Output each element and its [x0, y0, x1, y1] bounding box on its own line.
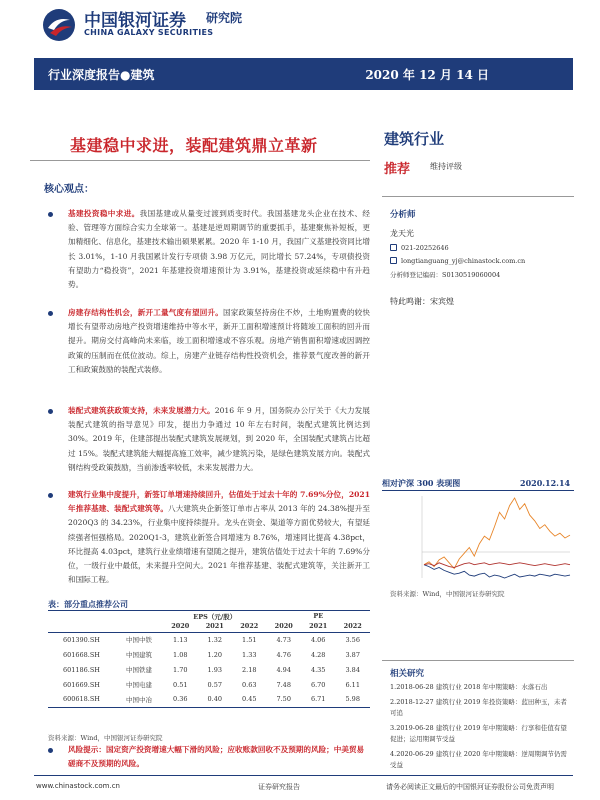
- report-banner: [34, 58, 573, 90]
- pe-value: 3.87: [345, 650, 360, 659]
- key-point-3: [48, 404, 370, 475]
- pe-value: 4.35: [310, 665, 326, 674]
- eps-value: 0.51: [173, 680, 188, 689]
- key-point-2: [48, 306, 370, 377]
- company-name: 中国中铁: [126, 636, 152, 645]
- pe-value: 7.50: [266, 692, 300, 707]
- pe-value: 6.71: [301, 692, 335, 707]
- report-type: 行业深度报告●建筑: [48, 68, 155, 82]
- pe-value: 4.94: [276, 665, 291, 674]
- analyst-heading: 分析师: [390, 210, 416, 220]
- eps-value: 0.36: [163, 692, 197, 707]
- analyst-email[interactable]: longtianguang_yj@chinastock.com.cn: [390, 257, 525, 265]
- brand-research-label: 研究院: [206, 11, 243, 25]
- bullet-icon: [48, 212, 53, 217]
- eps-value: 1.08: [173, 650, 188, 659]
- key-point-text: 我国基建或从量变过渡到质变时代。我国基建龙头企业在技术、经验、管理等方面综合实力全球第一。基建是逆周期调节的重要抓手，基建聚焦补短板，更加精细化、信息化，基建技术输出硕果累累。2020 年 1-10 月，我国广义基建投资同比增长 3.01%，1-10 月我国累计发行专项债 3.98 万亿元，同比增长 57.24%，专项债投资有望助力“稳投资”，2021 年基建投资增速预计为 3.91%，基建投资或延续稳中有升趋势。: [68, 209, 371, 290]
- eps-value: 1.51: [242, 635, 257, 644]
- risk-warning: [48, 743, 370, 771]
- relative-performance-chart: [382, 492, 574, 584]
- brand-name: 中国银河证券: [84, 11, 186, 31]
- eps-value: 1.70: [173, 665, 188, 674]
- sidebar-divider: [382, 196, 574, 197]
- analyst-license: 分析师登记编码：S0130519060004: [390, 271, 501, 279]
- table-row: [48, 692, 370, 707]
- key-point-lead: 基建投资稳中求进。: [68, 209, 140, 218]
- chart-divider: [382, 490, 574, 491]
- pe-value: 4.76: [276, 650, 291, 659]
- report-date: 2020 年 12 月 14 日: [365, 68, 489, 82]
- galaxy-logo-icon: [42, 8, 76, 42]
- key-point-text: 八大建筑央企新签订单市占率从 2013 年的 24.38%提升至 2020Q3 的 34.23%，行业集中度持续提升。龙头在资金、渠道等方面优势较大，有望延续强者恒强格局。2020Q1-3，建筑业新签合同增速为 8.76%，增速同比提高 4.38pct，环比提高 4.03pct，建筑行业业绩增速有望随之提升，建筑估值处于过去十年的 7.69%分位，一级行业中最低，未来提升空间大。2021 年推荐基建、装配式建筑等，关注新开工和国际工程。: [68, 504, 370, 585]
- chart-title: 相对沪深 300 表现图: [382, 478, 461, 488]
- year-header: 2021: [301, 621, 335, 632]
- stock-code: 601669.SH: [62, 680, 100, 689]
- stock-code: 601186.SH: [62, 665, 100, 674]
- pe-value: 5.98: [335, 692, 370, 707]
- related-divider: [382, 660, 574, 661]
- rating-label: 推荐: [384, 162, 411, 177]
- pe-value: 4.06: [310, 635, 326, 644]
- bullet-icon: [48, 311, 53, 316]
- title-divider: [30, 160, 370, 161]
- related-item[interactable]: 4.2020-06-29 建筑行业 2020 年中期策略：逆周期调节仍需受益: [390, 750, 567, 769]
- core-view-heading: 核心观点：: [44, 184, 94, 195]
- related-item[interactable]: 1.2018-06-28 建筑行业 2018 年中期策略：水落石出: [390, 683, 548, 691]
- eps-value: 2.18: [242, 665, 257, 674]
- eps-value: 0.40: [198, 692, 232, 707]
- key-point-text: 2016 年 9 月，国务院办公厅关于《大力发展装配式建筑的指导意见》印发，提出力争通过 10 年左右时间，装配式建筑比例达到 30%。2019 年，住建部提出装配式建筑发展规划，到 2020 年，全国装配式建筑占比超过 15%。装配式建筑能大幅提高施工效率，减少建筑污染，是绿色建筑发展方向。装配式钢结构受政策鼓励，当前渗透率较低，未来发展潜力大。: [68, 406, 371, 472]
- rating-note: 维持评级: [430, 162, 462, 171]
- stock-code: 601390.SH: [62, 635, 100, 644]
- eps-value: 1.93: [207, 665, 222, 674]
- industry-name: 建筑行业: [384, 130, 445, 148]
- key-point-4: [48, 488, 370, 587]
- eps-value: 1.32: [207, 635, 222, 644]
- stock-code: 601668.SH: [62, 650, 100, 659]
- acknowledgement: 特此鸣谢：宋宾煌: [390, 297, 454, 306]
- key-point-lead: 建筑行业集中度提升，新签订单增速持续回升，估值处于过去十年的 7.69%分位，2021 年推荐基建、装配式建筑等。: [68, 490, 370, 514]
- bullet-icon: [48, 493, 53, 498]
- report-header: [0, 0, 600, 58]
- analyst-phone: 021-20252646: [390, 244, 449, 252]
- chart-series-line-2: [424, 565, 570, 578]
- analyst-name: 龙天光: [390, 229, 414, 238]
- footer-website[interactable]: www.chinastock.com.cn: [36, 782, 120, 790]
- eps-value: 0.45: [232, 692, 266, 707]
- email-icon: [390, 257, 397, 264]
- table-row: [48, 677, 370, 692]
- table-row: [48, 647, 370, 662]
- pe-value: 7.48: [276, 680, 291, 689]
- related-item[interactable]: 3.2019-06-28 建筑行业 2019 年中期策略：行享和佳值有望促进；运用期调节受益: [390, 724, 567, 743]
- year-header: 2022: [232, 621, 266, 632]
- company-name: 中国电建: [126, 681, 152, 689]
- year-header: 2022: [335, 621, 370, 632]
- pe-value: 6.70: [310, 680, 326, 689]
- eps-value: 1.13: [173, 635, 188, 644]
- table-year-row: [48, 621, 370, 632]
- pe-group-header: PE: [313, 612, 324, 620]
- risk-text: 风险提示：国定资产投资增速大幅下滑的风险；应收账款回收不及预期的风险；中美贸易磋商不及预期的风险。: [68, 745, 365, 768]
- company-name: 中国中冶: [115, 692, 163, 707]
- year-header: 2020: [266, 621, 300, 632]
- footer-divider: [34, 775, 573, 776]
- related-research-list: [390, 682, 570, 775]
- key-point-lead: 装配式建筑获政策支持，未来发展潜力大。: [68, 406, 215, 415]
- table-title: 表：部分重点推荐公司: [48, 599, 128, 610]
- eps-value: 1.33: [242, 650, 257, 659]
- pe-value: 6.11: [345, 680, 360, 689]
- pe-value: 3.84: [345, 665, 360, 674]
- related-item[interactable]: 2.2018-12-27 建筑行业 2019 年投资策略：蓝田种玉，未者可追: [390, 698, 567, 717]
- company-name: 中国铁建: [126, 666, 152, 674]
- phone-icon: [390, 244, 397, 251]
- company-name: 中国建筑: [126, 651, 152, 659]
- table-row: [48, 632, 370, 647]
- stock-code: 600618.SH: [48, 692, 115, 707]
- key-point-lead: 房建存结构性机会，新开工量气度有望回升。: [68, 308, 223, 317]
- pe-value: 3.56: [345, 635, 360, 644]
- eps-group-header: EPS（元/股）: [193, 612, 237, 621]
- year-header: 2021: [198, 621, 232, 632]
- eps-value: 0.63: [242, 680, 257, 689]
- year-header: 2020: [163, 621, 197, 632]
- pe-value: 4.28: [310, 650, 326, 659]
- table-source: 资料来源：Wind，中国银河证券研究院: [48, 734, 163, 742]
- key-point-text: 国家政策坚持房住不炒，土地购置费的较快增长有望带动房地产投资增速维持中等水平，新开工面积增速预计将随竣工面积的回升而提升。期房交付高峰尚未来临，竣工面积增速或不容乐观。房地产销售面积增速或因调控政策的压制而在低位波动。综上，房建产业链存结构性投资机会，推荐景气度改善的新开工和政策鼓励的装配式装修。: [68, 308, 371, 374]
- key-point-1: [48, 207, 370, 292]
- bullet-icon: [48, 748, 53, 753]
- table-header-row: [48, 611, 370, 621]
- pe-value: 4.73: [276, 635, 291, 644]
- rating-panel: [384, 128, 574, 177]
- chart-series-line-3: [424, 563, 570, 568]
- bullet-icon: [48, 409, 53, 414]
- related-research-heading: 相关研究: [390, 669, 425, 679]
- table-row: [48, 662, 370, 677]
- footer-center-label: 证券研究报告: [258, 783, 300, 791]
- brand-name-english: CHINA GALAXY SECURITIES: [84, 28, 214, 37]
- chart-date: 2020.12.14: [520, 478, 571, 488]
- eps-value: 1.20: [207, 650, 222, 659]
- chart-source: 资料来源：Wind，中国银河证券研究院: [390, 590, 505, 598]
- recommended-companies-table: [48, 611, 370, 708]
- footer-disclaimer: 请务必阅读正文最后的中国银河证券股份公司免责声明: [386, 783, 554, 791]
- report-title: 基建稳中求进，装配建筑鼎立革新: [70, 136, 318, 155]
- eps-value: 0.57: [207, 680, 222, 689]
- chart-series-line-1: [424, 498, 570, 569]
